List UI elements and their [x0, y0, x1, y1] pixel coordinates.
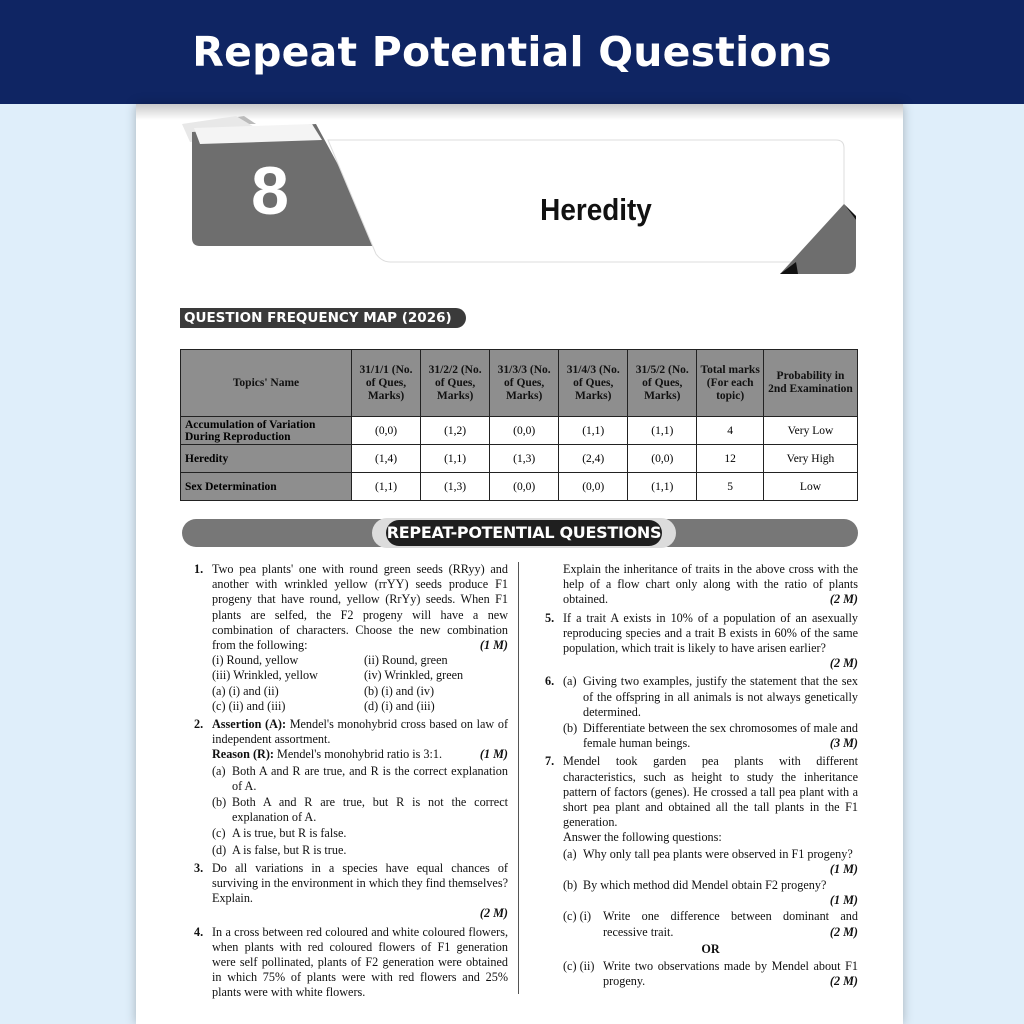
- table-cell: 12: [697, 445, 764, 473]
- book-page: [136, 104, 903, 1024]
- question-text: Mendel took garden pea plants with different characteristics, such as height to study the inheritance pattern of factors (genes). He crossed a tall pea plant with a short pea plant and obtained all the tall plants in the F1 generation.: [563, 754, 858, 830]
- column-header: 31/3/3 (No. of Ques, Marks): [490, 350, 559, 417]
- question-marks: (2 M): [479, 906, 508, 921]
- part-label: (a): [563, 674, 577, 689]
- question-marks: (2 M): [829, 974, 858, 989]
- table-cell: Low: [763, 473, 857, 501]
- part-label: (b): [563, 721, 578, 736]
- option-item: [212, 795, 508, 825]
- question-marks: (2 M): [829, 924, 858, 939]
- part-a: [563, 674, 858, 720]
- table-cell: (1,1): [421, 445, 490, 473]
- option-item: [212, 826, 508, 841]
- table-row: [181, 417, 858, 445]
- question-number: 2.: [194, 717, 204, 732]
- answer-choice: (a) (i) and (ii): [212, 683, 279, 698]
- part-a: [563, 847, 858, 877]
- table-cell: (1,1): [628, 417, 697, 445]
- question-1: [190, 562, 508, 714]
- question-number: 4.: [194, 924, 204, 939]
- option-letter: (c): [212, 826, 226, 841]
- assertion-label: Assertion (A):: [212, 717, 287, 732]
- option-item: (iv) Wrinkled, green: [364, 668, 464, 683]
- question-number: 3.: [194, 860, 204, 875]
- assertion-text: Mendel's monohybrid cross based on law of independent assortment.: [212, 717, 509, 747]
- question-marks: (1 M): [479, 638, 508, 653]
- answer-choice: (c) (ii) and (iii): [212, 698, 286, 713]
- question-marks: (2 M): [829, 656, 858, 671]
- section-title: REPEAT-POTENTIAL QUESTIONS: [386, 520, 662, 546]
- table-cell: Very Low: [763, 417, 857, 445]
- table-row: [181, 445, 858, 473]
- question-marks: (1 M): [829, 893, 858, 908]
- question-3: [190, 861, 508, 922]
- part-c-ii: [563, 959, 858, 989]
- option-letter: (d): [212, 842, 227, 857]
- reason-text: Mendel's monohybrid ratio is 3:1.: [277, 747, 443, 762]
- table-cell: (1,2): [421, 417, 490, 445]
- table-cell: (0,0): [490, 473, 559, 501]
- table-cell: 4: [697, 417, 764, 445]
- question-marks: (1 M): [829, 861, 858, 876]
- or-separator: OR: [701, 941, 720, 956]
- topic-cell: Accumulation of Variation During Reproduction: [181, 417, 352, 445]
- column-header: Topics' Name: [181, 350, 352, 417]
- table-cell: (1,1): [559, 417, 628, 445]
- option-text: Both A and R are true, but R is not the correct explanation of A.: [232, 795, 508, 825]
- question-4-continued: [541, 562, 858, 608]
- table-cell: (1,1): [628, 473, 697, 501]
- option-letter: (a): [212, 763, 226, 778]
- table-cell: (1,3): [490, 445, 559, 473]
- column-header: 31/2/2 (No. of Ques, Marks): [421, 350, 490, 417]
- part-text: Write two observations made by Mendel about F1 progeny.: [603, 959, 858, 989]
- part-text: Write one difference between dominant and recessive trait.: [603, 909, 858, 939]
- part-b: [563, 878, 858, 908]
- option-text: A is true, but R is false.: [232, 826, 347, 841]
- question-prompt: Answer the following questions:: [563, 830, 722, 845]
- chapter-title: Heredity: [540, 192, 652, 227]
- table-header-row: [181, 350, 858, 417]
- table-cell: (1,4): [352, 445, 421, 473]
- table-row: [181, 473, 858, 501]
- part-label: (b): [563, 878, 578, 893]
- question-7: [541, 754, 858, 989]
- option-text: Both A and R are true, and R is the correct explanation of A.: [232, 763, 508, 793]
- question-number: 5.: [545, 610, 555, 625]
- question-5: [541, 611, 858, 672]
- table-cell: (1,3): [421, 473, 490, 501]
- question-marks: (1 M): [479, 747, 508, 762]
- chapter-number: 8: [251, 153, 289, 229]
- option-text: A is false, but R is true.: [232, 842, 347, 857]
- column-header: 31/4/3 (No. of Ques, Marks): [559, 350, 628, 417]
- table-cell: (2,4): [559, 445, 628, 473]
- part-text: Giving two examples, justify the statement that the sex of the offspring in all animals is not always genetically determined.: [583, 674, 858, 719]
- question-number: 6.: [545, 674, 555, 689]
- question-text: If a trait A exists in 10% of a population of an asexually reproducing species and a trait B exists in 60% of the same population, which trait is likely to have arisen earlier?: [563, 610, 858, 656]
- answer-choice: (b) (i) and (iv): [364, 683, 435, 698]
- table-cell: (0,0): [628, 445, 697, 473]
- option-item: (i) Round, yellow: [212, 653, 299, 668]
- part-label: (c) (i): [563, 909, 592, 924]
- banner-title: Repeat Potential Questions: [192, 28, 832, 76]
- table-cell: (1,1): [352, 473, 421, 501]
- question-text: Explain the inheritance of traits in the above cross with the help of a flow chart only along with the ratio of plants obtained.: [563, 562, 858, 607]
- left-column: [190, 562, 508, 1004]
- part-text: Why only tall pea plants were observed in F1 progeny?: [583, 846, 853, 861]
- option-item: [212, 764, 508, 794]
- option-letter: (b): [212, 795, 227, 810]
- question-text: Two pea plants' one with round green seeds (RRyy) and another with wrinkled yellow (rrYY) seeds produce F1 progeny that have round, yellow (RrYy) seeds. When F1 plants are selfed, the F2 progeny will have a new combination of characters. Choose the new combination from the following:: [212, 562, 508, 653]
- column-header: Total marks (For each topic): [697, 350, 764, 417]
- column-header: 31/1/1 (No. of Ques, Marks): [352, 350, 421, 417]
- question-marks: (2 M): [829, 592, 858, 607]
- column-header: Probability in 2nd Examination: [763, 350, 857, 417]
- question-2: [190, 717, 508, 858]
- part-text: By which method did Mendel obtain F2 progeny?: [583, 878, 827, 893]
- column-divider: [518, 562, 519, 994]
- table-cell: (0,0): [559, 473, 628, 501]
- question-text: In a cross between red coloured and white coloured flowers, when plants with red coloured flowers of F1 generation were self pollinated, plants of F2 generation were obtained in which 75% of plants were with red flowers and 25% plants were with white flowers.: [212, 924, 508, 1000]
- table-cell: Very High: [763, 445, 857, 473]
- option-item: (ii) Round, green: [364, 653, 448, 668]
- table-cell: (0,0): [490, 417, 559, 445]
- question-text: Do all variations in a species have equal chances of surviving in the environment in which they find themselves? Explain.: [212, 860, 508, 906]
- reason-label: Reason (R):: [212, 747, 274, 762]
- question-6: [541, 674, 858, 751]
- topic-cell: Heredity: [181, 445, 352, 473]
- part-label: (c) (ii): [563, 959, 595, 974]
- option-item: [212, 843, 508, 858]
- table-cell: 5: [697, 473, 764, 501]
- part-c-i: [563, 909, 858, 939]
- right-column: [541, 562, 858, 992]
- question-number: 7.: [545, 754, 555, 769]
- part-b: [563, 721, 858, 751]
- question-marks: (3 M): [829, 736, 858, 751]
- option-item: (iii) Wrinkled, yellow: [212, 668, 318, 683]
- answer-choice: (d) (i) and (iii): [364, 698, 435, 713]
- column-header: 31/5/2 (No. of Ques, Marks): [628, 350, 697, 417]
- question-number: 1.: [194, 562, 204, 576]
- options-grid: [212, 653, 508, 714]
- top-banner: [0, 0, 1024, 104]
- part-label: (a): [563, 846, 577, 861]
- topic-cell: Sex Determination: [181, 473, 352, 501]
- part-text: Differentiate between the sex chromosomes of male and female human beings.: [583, 721, 858, 751]
- question-4: [190, 925, 508, 1001]
- frequency-table: [180, 349, 858, 501]
- frequency-map-label: QUESTION FREQUENCY MAP (2026): [180, 308, 466, 328]
- table-cell: (0,0): [352, 417, 421, 445]
